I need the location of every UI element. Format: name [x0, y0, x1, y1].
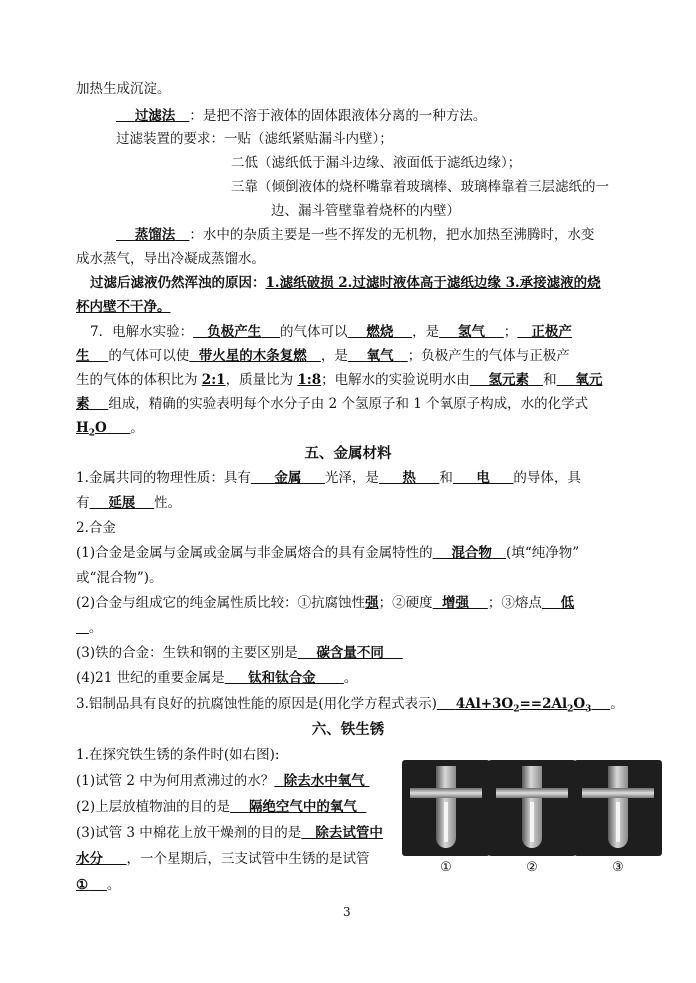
- text-line: 蒸馏法 ：水中的杂质主要是一些不挥发的无机物，把水加热至沸腾时，水变: [116, 225, 594, 245]
- text-line: 二低（滤纸低于漏斗边缘、液面低于滤纸边缘）；: [231, 155, 522, 171]
- text-line: 。: [88, 620, 103, 636]
- text-line: 或“混合物”)。: [76, 570, 163, 586]
- tube-label-2: ②: [526, 860, 538, 875]
- text-line: 过滤后滤液仍然浑浊的原因：1.滤纸破损 2.过滤时液体高于滤纸边缘 3.承接滤液的烧: [90, 275, 601, 291]
- test-tube-photo-3: [574, 760, 662, 856]
- section-title-metals: 五、金属材料: [304, 445, 392, 462]
- text-line: 7．电解水实验： 负极产生 的气体可以 燃烧 ，是 氢气 ； 正极产: [90, 324, 572, 340]
- tube-label-3: ③: [612, 860, 624, 875]
- text-line: $H_2O$ 。: [76, 420, 144, 439]
- text-line: ① 。: [76, 877, 121, 893]
- text-line: 有 延展 性。: [76, 495, 182, 511]
- text-line: 3.铝制品具有良好的抗腐蚀性能的原因是(用化学方程式表示) $4Al+3O_2==2Al_2O_3$ 。: [76, 696, 624, 715]
- text-line: 三靠（倾倒液体的烧杯嘴靠着玻璃棒、玻璃棒靠着三层滤纸的一: [231, 179, 609, 195]
- text-line: 边、漏斗管壁靠着烧杯的内壁）: [271, 203, 460, 219]
- text-line: (4)21 世纪的重要金属是 钛和钛合金 。: [76, 670, 358, 686]
- text-line: 过滤法 ：是把不溶于液体的固体跟液体分离的一种方法。: [116, 106, 486, 126]
- text-line: (1)合金是金属与金属或金属与非金属熔合的具有金属特性的 混合物 (填“纯净物”: [76, 545, 580, 561]
- text-line: (2)上层放植物油的目的是 隔绝空气中的氧气: [76, 799, 357, 815]
- text-line: 2.合金: [76, 520, 116, 536]
- tube-label-1: ①: [440, 860, 452, 875]
- text-line: (3)试管 3 中棉花上放干燥剂的目的是 除去试管中: [76, 825, 383, 841]
- section-title-rusting: 六、铁生锈: [311, 721, 385, 738]
- text-line: 生 的气体可以使 带火星的木条复燃 ，是 氧气 ；负极产生的气体与正极产: [76, 348, 570, 364]
- text-line: 过滤装置的要求：一贴（滤纸紧贴漏斗内壁）；: [116, 131, 393, 147]
- text-line: (1)试管 2 中为何用煮沸过的水？ 除去水中氧气: [76, 773, 365, 789]
- text-line: (3)铁的合金：生铁和钢的主要区别是 碳含量不同: [76, 645, 384, 661]
- text-line: 水分 ，一个星期后，三支试管中生锈的是试管: [76, 851, 370, 867]
- term-distillation: 蒸馏法: [134, 227, 176, 243]
- text-line: (2)合金与组成它的纯金属性质比较：①抗腐蚀性强；②硬度 增强 ；③熔点 低: [76, 595, 575, 611]
- text-line: 1.金属共同的物理性质：具有 金属 光泽，是 热 和 电 的导体，具: [76, 470, 581, 486]
- text-line: 素 组成，精确的实验表明每个水分子由 2 个氢原子和 1 个氧原子构成，水的化学式: [76, 396, 589, 412]
- text-line: 成水蒸气，导出冷凝成蒸馏水。: [76, 251, 265, 267]
- test-tube-photo-1: [402, 760, 490, 856]
- page-number: 3: [343, 905, 351, 919]
- text-line: 生的气体的体积比为 2:1，质量比为 1:8；电解水的实验说明水由 氢元素 和 氧元: [76, 372, 603, 388]
- text-line: 1.在探究铁生锈的条件时(如右图):: [76, 747, 280, 763]
- text-line: 杯内壁不干净。: [76, 299, 171, 315]
- text-line: 加热生成沉淀。: [76, 81, 171, 97]
- test-tube-photo-2: [488, 760, 576, 856]
- term-filtration: 过滤法: [134, 108, 176, 124]
